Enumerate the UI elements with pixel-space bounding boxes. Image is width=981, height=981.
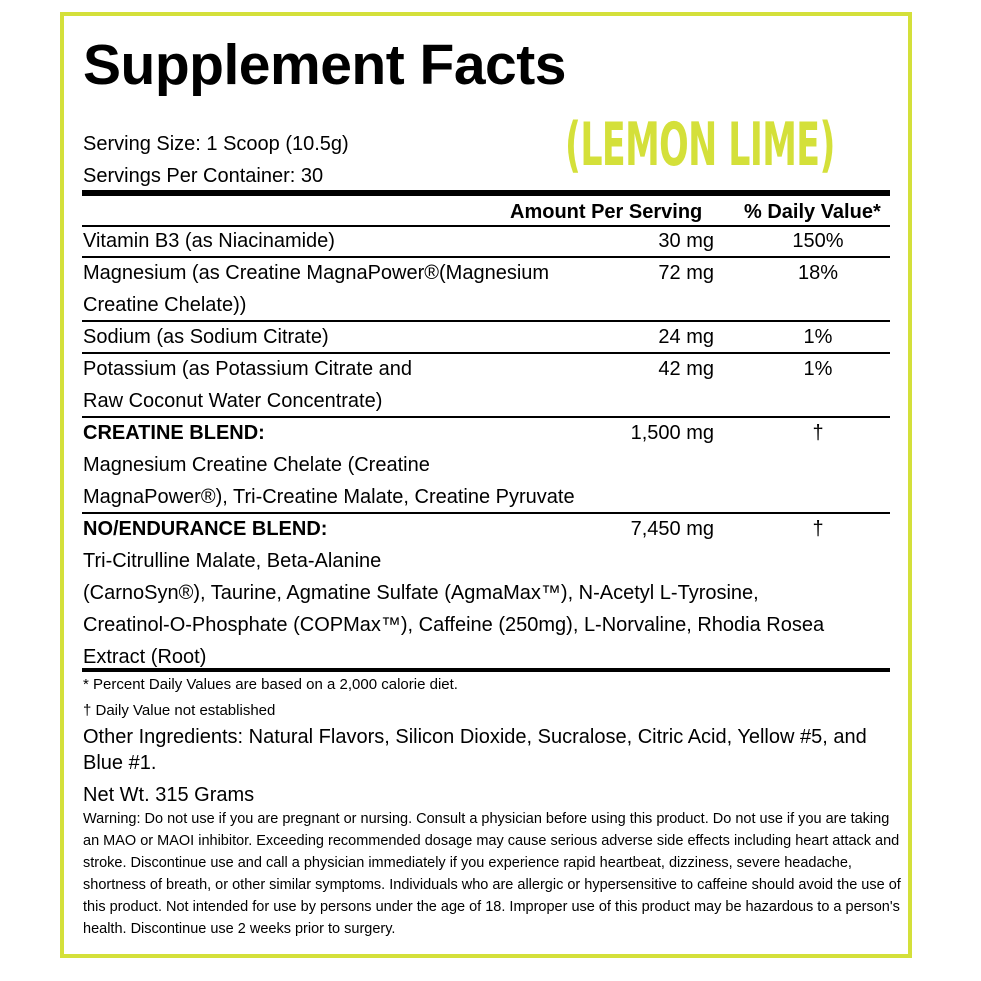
nutrient-name-cont: Raw Coconut Water Concentrate) [83, 390, 383, 412]
footnote-dagger: † Daily Value not established [83, 702, 276, 719]
nutrient-daily-value: 150% [792, 230, 844, 252]
nutrient-daily-value: 18% [797, 262, 839, 284]
net-weight: Net Wt. 315 Grams [83, 784, 255, 806]
thick-divider [82, 190, 890, 196]
nutrient-amount: 30 mg [658, 230, 714, 252]
endurance-blend-amount: 7,450 mg [630, 518, 714, 540]
footnote-percent-daily: * Percent Daily Values are based on a 2,000 calorie diet. [83, 676, 458, 693]
servings-per-container: Servings Per Container: 30 [83, 165, 324, 187]
creatine-blend-name: CREATINE BLEND: [83, 422, 265, 444]
thick-divider [82, 668, 890, 672]
endurance-blend-ingredients-cont: (CarnoSyn®), Taurine, Agmatine Sulfate (AgmaMax™), N-Acetyl L-Tyrosine, [83, 582, 759, 604]
header-daily-value: % Daily Value* [744, 201, 881, 223]
nutrient-amount: 42 mg [658, 358, 714, 380]
divider [82, 352, 890, 354]
creatine-blend-ingredients-cont: MagnaPower®), Tri-Creatine Malate, Creatine Pyruvate [83, 486, 575, 508]
endurance-blend-ingredients: Tri-Citrulline Malate, Beta-Alanine [83, 550, 382, 572]
divider [82, 256, 890, 258]
divider [82, 225, 890, 227]
nutrient-amount: 72 mg [658, 262, 714, 284]
divider [82, 416, 890, 418]
nutrient-daily-value: 1% [803, 326, 833, 348]
nutrient-name: Sodium (as Sodium Citrate) [83, 326, 329, 348]
nutrient-daily-value: 1% [803, 358, 833, 380]
creatine-blend-amount: 1,500 mg [630, 422, 714, 444]
warning-text: Warning: Do not use if you are pregnant or nursing. Consult a physician before using this product. Do not use if you are taking an MAO or MAOI inhibitor. Exceeding recommended dosage may cause serious adverse side effects including heart attack and stroke. Discontinue use and call a physician immediately if you experience rapid heartbeat, dizziness, severe headache, shortness of breath, or other similar symptoms. Individuals who are allergic or hypersensitive to caffeine should avoid the use of this product. Not intended for use by persons under the age of 18. Improper use of this product may be hazardous to a person's health. Discontinue use 2 weeks prior to surgery. [83, 811, 901, 937]
divider [82, 320, 890, 322]
endurance-blend-name: NO/ENDURANCE BLEND: [83, 518, 328, 540]
other-ingredients: Other Ingredients: Natural Flavors, Silicon Dioxide, Sucralose, Citric Acid, Yellow #5, and Blue #1. [83, 726, 867, 774]
flavor-label: (LEMON LIME) [565, 110, 835, 180]
nutrient-name: Magnesium (as Creatine MagnaPower®(Magnesium [83, 262, 550, 284]
endurance-blend-ingredients-cont: Extract (Root) [83, 646, 207, 668]
header-amount: Amount Per Serving [510, 201, 703, 223]
nutrient-name: Potassium (as Potassium Citrate and [83, 358, 413, 380]
panel-title: Supplement Facts [83, 33, 566, 97]
nutrient-name-cont: Creatine Chelate)) [83, 294, 247, 316]
creatine-blend-ingredients: Magnesium Creatine Chelate (Creatine [83, 454, 430, 476]
nutrient-name: Vitamin B3 (as Niacinamide) [83, 230, 335, 252]
divider [82, 512, 890, 514]
endurance-blend-ingredients-cont: Creatinol-O-Phosphate (COPMax™), Caffeine (250mg), L-Norvaline, Rhodia Rosea [83, 614, 825, 636]
serving-size: Serving Size: 1 Scoop (10.5g) [83, 133, 349, 155]
endurance-blend-daily-value: † [812, 518, 824, 540]
nutrient-amount: 24 mg [658, 326, 714, 348]
creatine-blend-daily-value: † [812, 422, 824, 444]
